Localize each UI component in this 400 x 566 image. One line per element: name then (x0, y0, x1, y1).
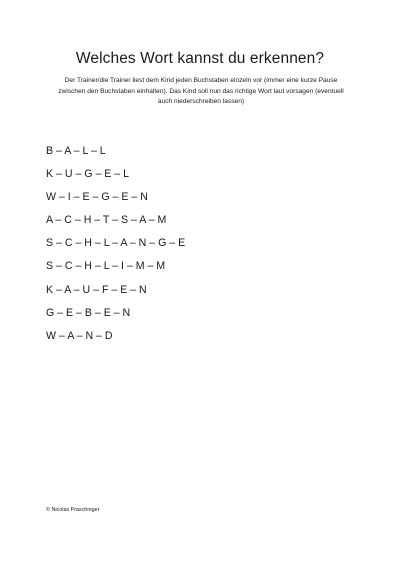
spelled-word: W – A – N – D (46, 329, 113, 342)
spelled-word-list (46, 140, 185, 348)
copyright-footer: © Nicolas Praschinger (46, 507, 100, 513)
spelled-word: B – A – L – L (46, 145, 106, 157)
spelled-word: G – E – B – E – N (46, 306, 131, 319)
page-title: Welches Wort kannst du erkennen? (75, 50, 325, 67)
spelled-word: K – A – U – F – E – N (46, 283, 147, 296)
spelled-word: K – U – G – E – L (46, 168, 130, 181)
spelled-word: S – C – H – L – A – N – G – E (46, 237, 186, 250)
spelled-word: W – I – E – G – E – N (46, 191, 148, 204)
spelled-word: A – C – H – T – S – A – M (46, 214, 167, 227)
instructions-text: Der Trainer/die Trainer liest dem Kind jeden Buchstaben einzeln vor (immer eine kurze Pause zwischen den Buchstaben einhalten). Das Kind soll nun das richtige Wort laut vorsagen (eventuell auch niederschreiben lassen) (58, 77, 344, 106)
spelled-word: S – C – H – L – I – M – M (46, 260, 166, 273)
